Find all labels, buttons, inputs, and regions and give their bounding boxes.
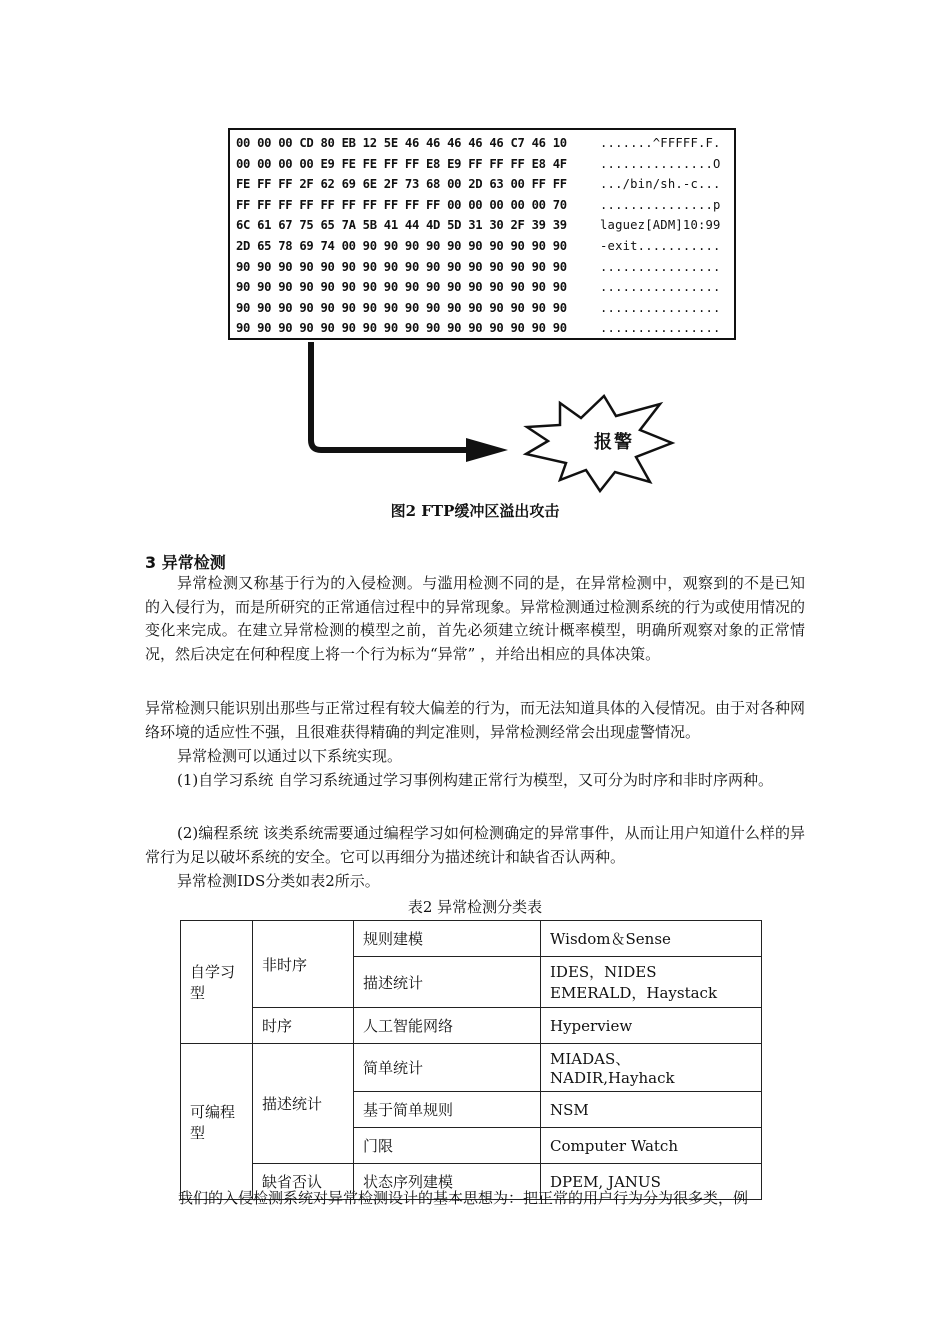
method-cell: 规则建模 <box>354 921 541 957</box>
method-cell: 描述统计 <box>354 957 541 1008</box>
system-cell: DPEM, JANUS <box>541 1164 762 1200</box>
table-row <box>181 1008 762 1044</box>
arrow-head-icon <box>466 438 508 462</box>
hex-row: 90 90 90 90 90 90 90 90 90 90 90 90 90 90 90 90 ................ <box>236 280 721 295</box>
hex-row: 00 00 00 00 E9 FE FE FF FF E8 E9 FF FF FF E8 4F ...............O <box>236 156 721 171</box>
system-cell: MIADAS、NADIR,Hayhack <box>541 1044 762 1092</box>
paragraph: (2)编程系统 该类系统需要通过编程学习如何检测确定的异常事件，从而让用户知道什么样的异常行为足以破坏系统的安全。它可以再细分为描述统计和缺省否认两种。 <box>145 824 805 866</box>
alarm-label: 报警 <box>594 432 634 453</box>
method-cell: 门限 <box>354 1128 541 1164</box>
table-caption: 表2 异常检测分类表 <box>407 898 543 916</box>
arrow-line <box>311 342 470 450</box>
system-cell: Hyperview <box>541 1008 762 1044</box>
group-cell: 可编程型 <box>181 1044 253 1200</box>
classification-table <box>180 920 762 1200</box>
table-row <box>181 1044 762 1092</box>
paragraph: 异常检测可以通过以下系统实现。 <box>177 747 403 765</box>
paragraph: 异常检测只能识别出那些与正常过程有较大偏差的行为，而无法知道具体的入侵情况。由于对各种网络环境的适应性不强，且很难获得精确的判定准则，异常检测经常会出现虚警情况。 <box>145 699 806 741</box>
subgroup-cell: 时序 <box>253 1008 354 1044</box>
table-row <box>181 921 762 957</box>
closing-paragraph: 我们的入侵检测系统对异常检测设计的基本思想为：把正常的用户行为分为很多类，例 <box>178 1189 749 1207</box>
paragraph: 异常检测又称基于行为的入侵检测。与滥用检测不同的是，在异常检测中，观察到的不是已知的入侵行为，而是所研究的正常通信过程中的异常现象。异常检测通过检测系统的行为或使用情况的变化来完成。在建立异常检测的模型之前，首先必须建立统计概率模型，明确所观察对象的正常情况，然后决定在何种程度上将一个行为标为“异常” ，并给出相应的具体决策。 <box>145 574 806 663</box>
system-cell: Wisdom＆Sense <box>541 921 762 957</box>
method-cell: 简单统计 <box>354 1044 541 1092</box>
hex-row: 90 90 90 90 90 90 90 90 90 90 90 90 90 90 90 90 ................ <box>236 321 721 336</box>
hex-row: 90 90 90 90 90 90 90 90 90 90 90 90 90 90 90 90 ................ <box>236 259 721 274</box>
paragraph: 异常检测IDS分类如表2所示。 <box>177 872 380 890</box>
subgroup-cell: 非时序 <box>253 921 354 1008</box>
system-cell: Computer Watch <box>541 1128 762 1164</box>
figure-caption: 图2 FTP缓冲区溢出攻击 <box>390 502 560 520</box>
hex-row: FF FF FF FF FF FF FF FF FF FF 00 00 00 00 00 70 ...............p <box>236 197 721 212</box>
method-cell: 人工智能网络 <box>354 1008 541 1044</box>
hex-row: 00 00 00 CD 80 EB 12 5E 46 46 46 46 46 C7 46 10 .......^FFFFF.F. <box>236 136 721 150</box>
hex-row: 2D 65 78 69 74 00 90 90 90 90 90 90 90 90 90 90 -exit........... <box>236 238 721 253</box>
method-cell: 状态序列建模 <box>354 1164 541 1200</box>
system-cell: IDES，NIDES EMERALD，Haystack <box>541 957 762 1008</box>
section-title: 3 异常检测 <box>145 553 226 572</box>
system-cell: NSM <box>541 1092 762 1128</box>
group-cell: 自学习型 <box>181 921 253 1044</box>
paragraph: (1)自学习系统 自学习系统通过学习事例构建正常行为模型，又可分为时序和非时序两种。 <box>177 771 774 789</box>
method-cell: 基于简单规则 <box>354 1092 541 1128</box>
hex-row: 6C 61 67 75 65 7A 5B 41 44 4D 5D 31 30 2F 39 39 laguez[ADM]10:99 <box>236 218 721 233</box>
flow-arrow-graphic <box>0 0 950 500</box>
hex-row: 90 90 90 90 90 90 90 90 90 90 90 90 90 90 90 90 ................ <box>236 300 721 315</box>
subgroup-cell: 描述统计 <box>253 1044 354 1164</box>
subgroup-cell: 缺省否认 <box>253 1164 354 1200</box>
hex-row: FE FF FF 2F 62 69 6E 2F 73 68 00 2D 63 00 FF FF .../bin/sh.-c... <box>236 177 721 192</box>
